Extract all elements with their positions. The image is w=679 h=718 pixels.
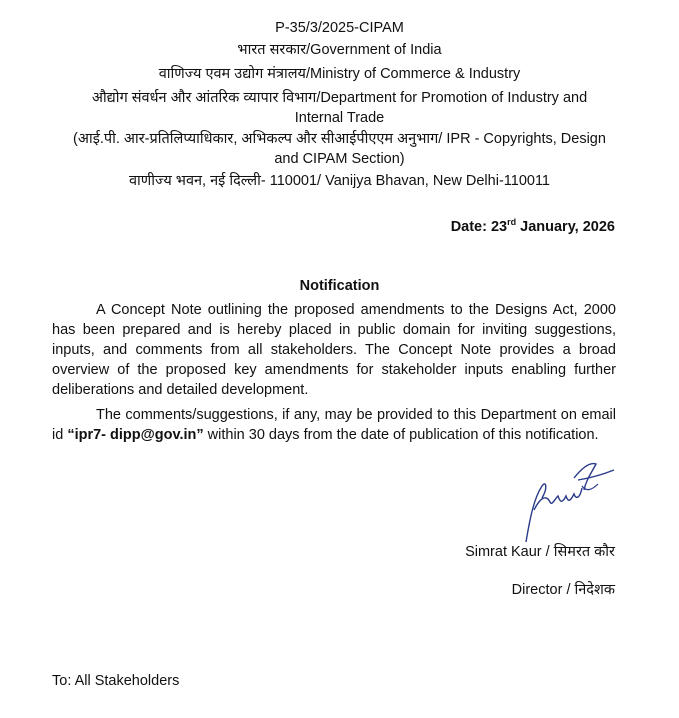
notification-title: Notification — [299, 278, 380, 294]
header-department-cont: Internal Trade — [294, 110, 385, 126]
notification-date — [451, 217, 615, 237]
date-month-year: January, 2026 — [516, 219, 615, 235]
header-address: वाणीज्य भवन, नई दिल्ली- 110001/ Vanijya Bhavan, New Delhi-110011 — [128, 173, 551, 189]
header-ministry: वाणिज्य एवम उद्योग मंत्रालय/Ministry of Commerce & Industry — [158, 66, 521, 82]
email-address: “ipr7- dipp@gov.in” — [67, 427, 204, 443]
date-day: Date: 23 — [450, 219, 508, 235]
signatory-name: Simrat Kaur / सिमरत कौर — [465, 544, 615, 560]
para2-text-end: within 30 days from the date of publication of this notification. — [203, 427, 599, 443]
signature-image — [512, 458, 622, 548]
date-ordinal: rd — [507, 217, 517, 228]
header-department: औद्योग संवर्धन और आंतरिक व्यापार विभाग/Department for Promotion of Industry and — [91, 90, 588, 106]
header-section: (आई.पी. आर-प्रतिलिप्याधिकार, अभिकल्प और सीआईपीएएम अनुभाग/ IPR - Copyrights, Design — [73, 131, 606, 147]
notification-paragraph-2 — [52, 405, 616, 445]
notification-paragraph-1: A Concept Note outlining the proposed amendments to the Designs Act, 2000 has been prepared and is hereby placed in public domain for inviting suggestions, inputs, and comments from all stakeholders. The Concept Note provides a broad overview of the proposed key amendments for stakeholder inputs enabling further deliberations and detailed development. — [52, 302, 616, 398]
file-number: P-35/3/2025-CIPAM — [275, 20, 404, 36]
recipient-line: To: All Stakeholders — [52, 673, 180, 689]
signatory-designation: Director / निदेशक — [511, 582, 615, 598]
header-government: भारत सरकार/Government of India — [237, 42, 442, 58]
para2-text-start: The comments/suggestions, if any, may be provided to this Department on email id — [52, 407, 616, 443]
header-section-cont: and CIPAM Section) — [274, 151, 405, 167]
